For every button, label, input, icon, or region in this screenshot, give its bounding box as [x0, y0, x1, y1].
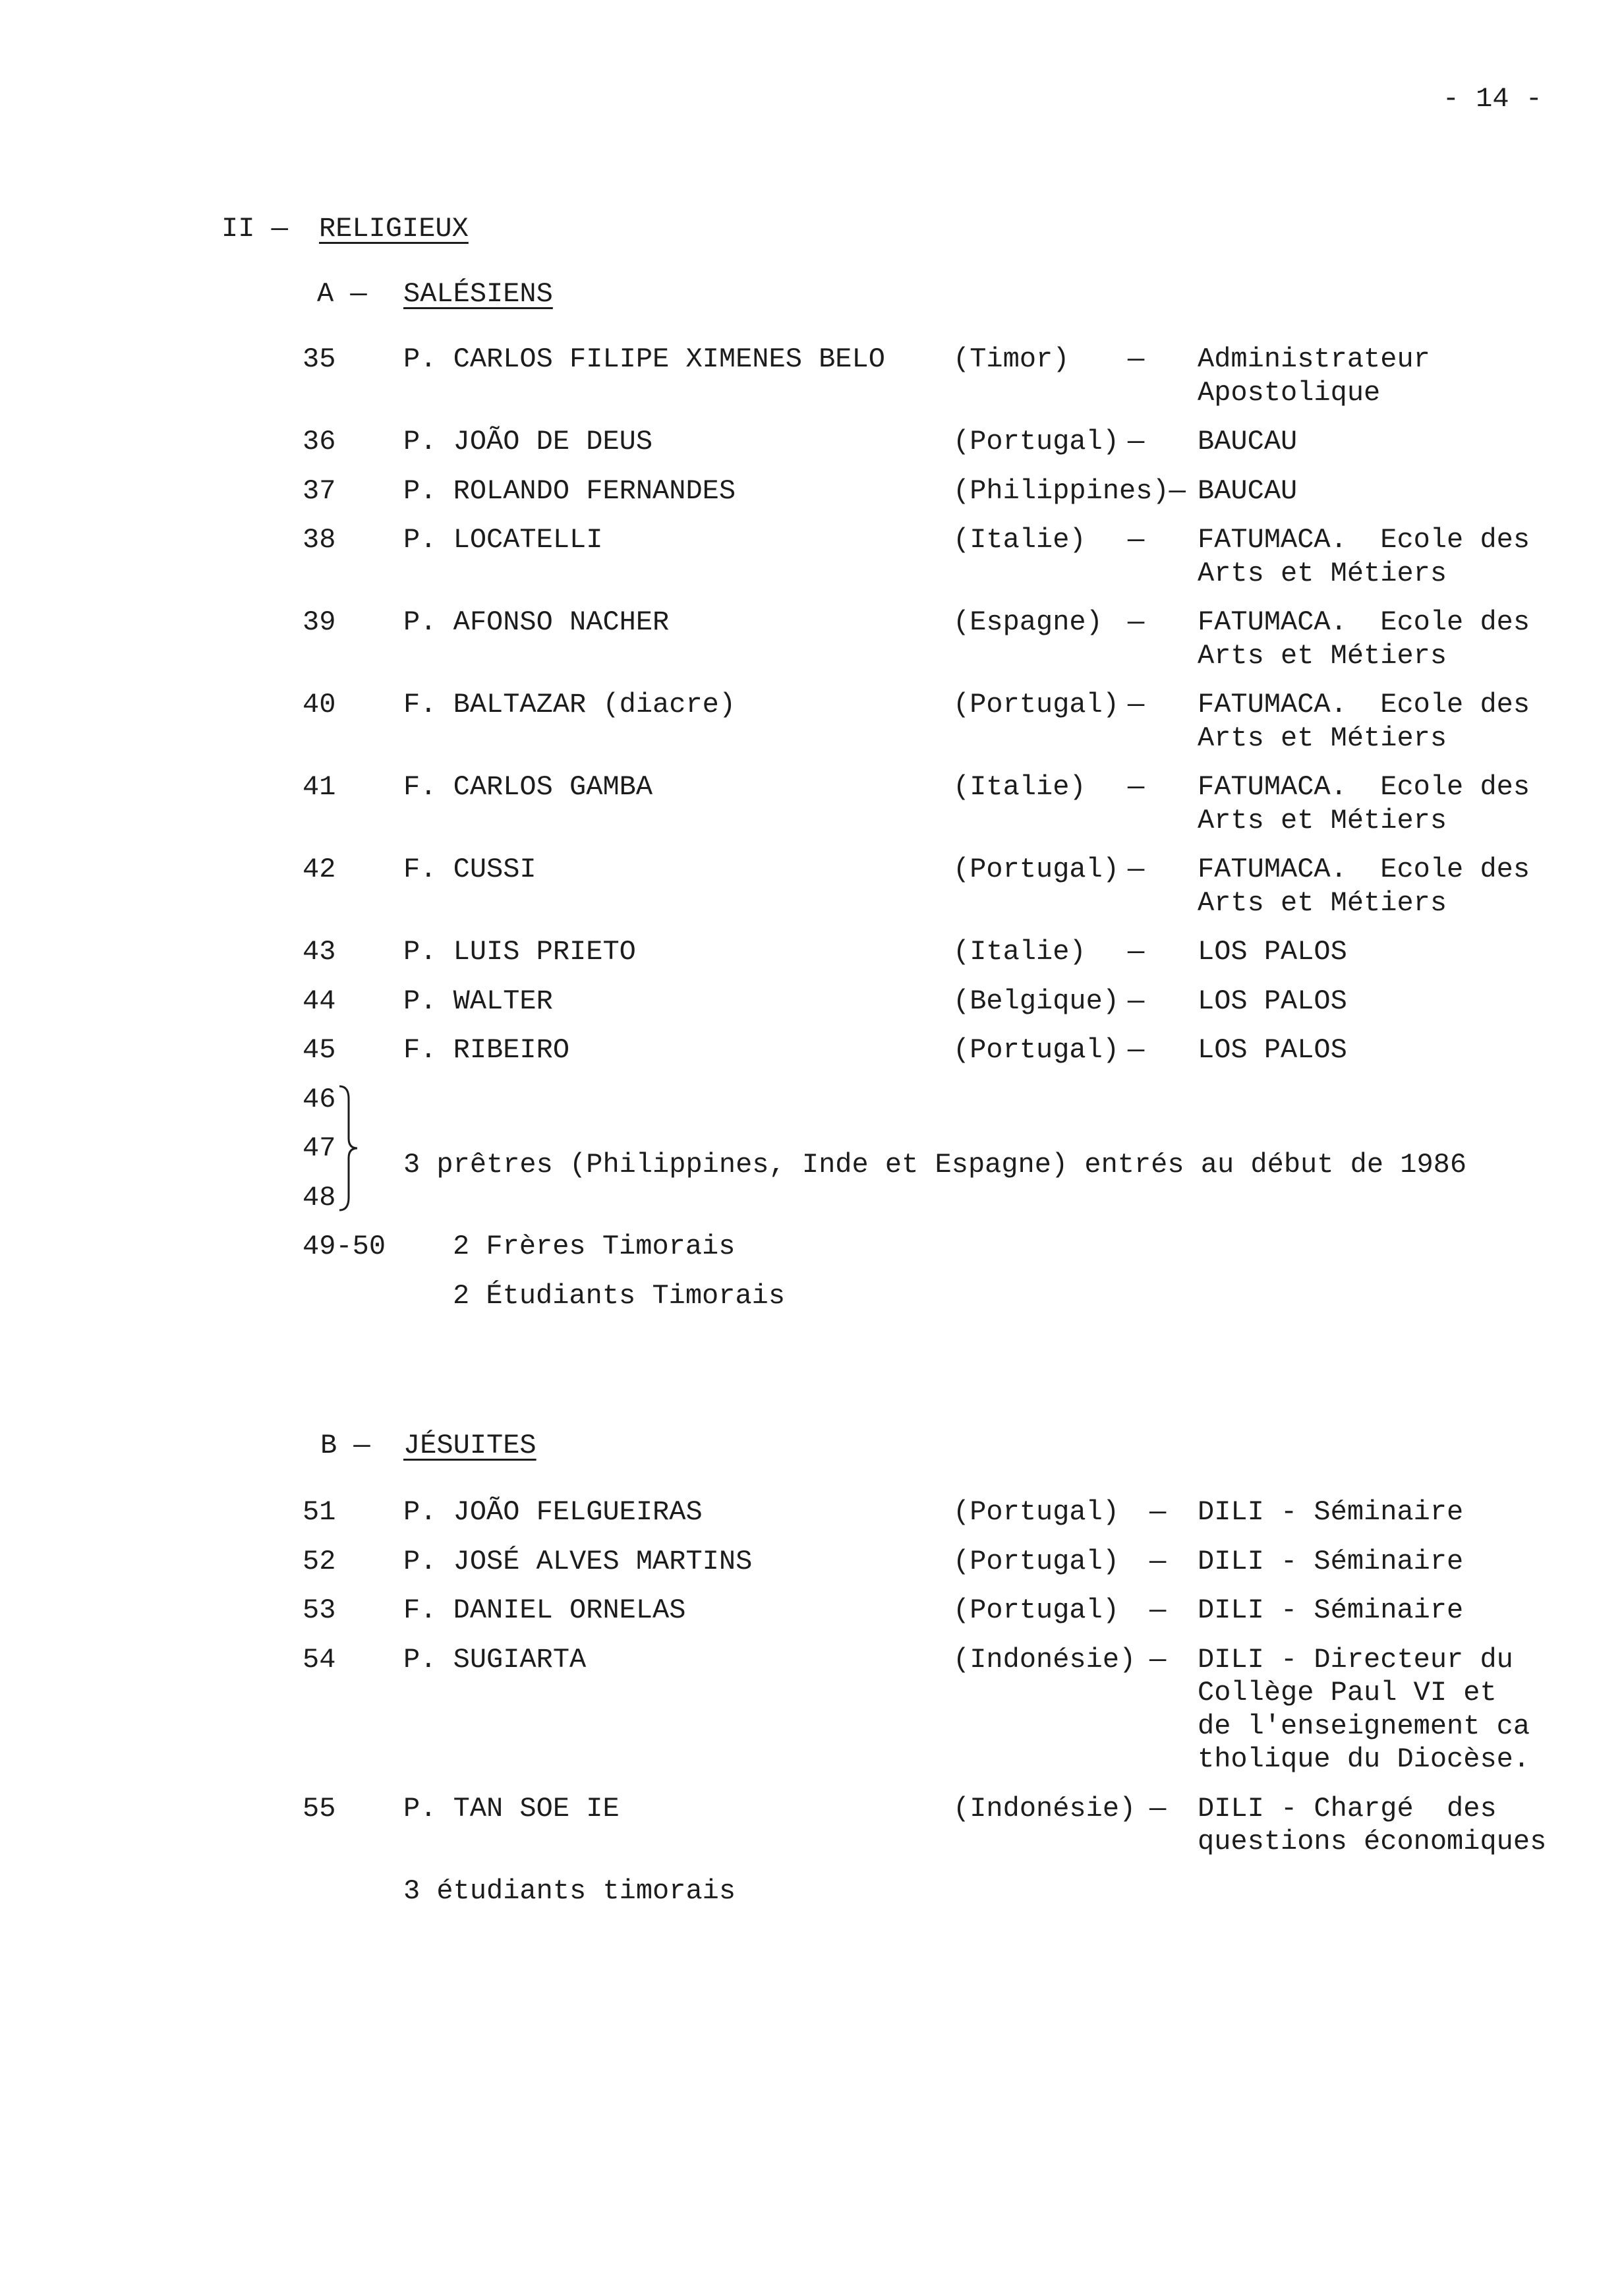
entry-country: (Italie) [953, 936, 1086, 968]
assignment-line: DILI - Séminaire [1198, 1545, 1464, 1577]
entry-country: (Espagne) [953, 606, 1103, 638]
assignment-line: LOS PALOS [1198, 936, 1347, 968]
origin-cell [953, 1643, 1198, 1776]
curly-brace-icon [337, 1084, 360, 1212]
entry-country: (Italie) [953, 771, 1086, 803]
entry-name: P. JOÃO DE DEUS [403, 426, 653, 457]
assignment-line: DILI - Séminaire [1198, 1594, 1464, 1626]
origin-cell [953, 935, 1198, 969]
table-row [303, 1496, 1624, 1529]
entry-country: (Portugal) [953, 1034, 1120, 1066]
assignment-line: FATUMACA. Ecole des [1198, 524, 1530, 556]
entry-number: 39 [303, 606, 336, 638]
entry-number: 35 [303, 343, 336, 375]
entry-assignment [1198, 853, 1624, 920]
member-list [0, 343, 1624, 1067]
assignment-line: BAUCAU [1198, 475, 1298, 507]
extra-line: 2 Étudiants Timorais [453, 1279, 786, 1312]
assignment-line: LOS PALOS [1198, 985, 1347, 1017]
table-row [303, 523, 1624, 590]
assignment-line: FATUMACA. Ecole des [1198, 606, 1530, 638]
extra-line: 2 Frères Timorais [453, 1231, 736, 1262]
entry-name: F. RIBEIRO [403, 1034, 570, 1066]
assignment-line: Arts et Métiers [1198, 639, 1447, 672]
assignment-line: DILI - Séminaire [1198, 1496, 1464, 1528]
entry-name: P. SUGIARTA [403, 1643, 587, 1676]
bracket-note: 3 prêtres (Philippines, Inde et Espagne) entrés au début de 1986 [403, 1148, 1467, 1181]
entry-name: F. CARLOS GAMBA [403, 771, 653, 803]
assignment-line: tholique du Diocèse. [1198, 1743, 1530, 1775]
table-row [303, 985, 1624, 1018]
entry-dash: — [1128, 426, 1145, 457]
table-row [303, 1034, 1624, 1067]
table-row [303, 425, 1624, 459]
entry-dash: — [1128, 524, 1145, 556]
entry-country: (Portugal) [953, 1545, 1120, 1577]
group-letter: A — [317, 278, 367, 310]
entry-name: F. CUSSI [403, 854, 536, 885]
origin-cell [953, 343, 1198, 409]
entry-assignment [1198, 771, 1624, 837]
entry-country: (Portugal) [953, 689, 1120, 720]
group-title: SALÉSIENS [403, 278, 553, 310]
entry-name: P. ROLANDO FERNANDES [403, 475, 736, 507]
entry-name: P. WALTER [403, 985, 553, 1017]
page-number: - 14 - [1442, 83, 1542, 115]
origin-cell [953, 688, 1198, 755]
entry-number: 42 [303, 854, 336, 885]
group-note: 3 étudiants timorais [403, 1875, 736, 1907]
entry-number: 40 [303, 689, 336, 720]
origin-cell [953, 985, 1198, 1018]
table-row [303, 475, 1624, 508]
entry-country: (Indonésie) [953, 1643, 1136, 1676]
origin-cell [953, 425, 1198, 459]
assignment-line: FATUMACA. Ecole des [1198, 771, 1530, 803]
table-row [303, 1545, 1624, 1579]
entry-country: (Portugal) [953, 854, 1120, 885]
table-row [303, 935, 1624, 969]
entry-dash: — [1149, 1643, 1167, 1676]
entry-assignment [1198, 688, 1624, 755]
entry-country: (Timor) [953, 343, 1070, 375]
entry-assignment [1198, 1594, 1624, 1627]
entry-name: P. CARLOS FILIPE XIMENES BELO [403, 343, 885, 375]
origin-cell [953, 1496, 1198, 1529]
assignment-line: DILI - Directeur du [1198, 1643, 1513, 1676]
origin-cell [953, 1594, 1198, 1627]
entry-dash: — [1149, 1496, 1167, 1528]
entry-country: (Portugal) [953, 1594, 1120, 1626]
entry-dash: — [1128, 854, 1145, 885]
member-list [0, 1496, 1624, 1859]
entry-name: P. JOSÉ ALVES MARTINS [403, 1545, 753, 1577]
entry-dash: — [1128, 936, 1145, 968]
assignment-line: questions économiques [1198, 1826, 1547, 1857]
entry-assignment [1198, 523, 1624, 590]
section-title: RELIGIEUX [319, 213, 469, 245]
group-heading [0, 277, 1624, 311]
assignment-line: FATUMACA. Ecole des [1198, 689, 1530, 720]
table-row [303, 1594, 1624, 1627]
assignment-line: Arts et Métiers [1198, 804, 1447, 836]
group-heading [0, 1429, 1624, 1463]
entry-number: 53 [303, 1594, 336, 1626]
table-row [303, 1792, 1624, 1859]
entry-assignment [1198, 606, 1624, 672]
group-title: JÉSUITES [403, 1430, 536, 1461]
entry-country: (Italie) [953, 524, 1086, 556]
table-row [303, 606, 1624, 672]
assignment-line: Collège Paul VI et [1198, 1677, 1497, 1708]
entry-number: 38 [303, 524, 336, 556]
assignment-line: FATUMACA. Ecole des [1198, 854, 1530, 885]
group-jesuites [0, 1429, 1624, 1908]
section-heading [0, 212, 1624, 246]
table-row [303, 688, 1624, 755]
entry-country: (Portugal) [953, 1496, 1120, 1528]
group-salesiens [0, 277, 1624, 1312]
entry-country: (Indonésie) [953, 1792, 1136, 1825]
assignment-line: DILI - Chargé des [1198, 1792, 1497, 1825]
assignment-line: Administrateur [1198, 343, 1430, 375]
entry-assignment [1198, 1496, 1624, 1529]
origin-cell [953, 523, 1198, 590]
assignment-line: BAUCAU [1198, 426, 1298, 457]
entry-name: P. LUIS PRIETO [403, 936, 636, 968]
section-numeral: II — [221, 213, 288, 245]
entry-dash: — [1128, 771, 1145, 803]
table-row [303, 1643, 1624, 1776]
origin-cell [953, 1545, 1198, 1579]
entry-dash: — [1149, 1545, 1167, 1577]
entry-dash: — [1128, 606, 1145, 638]
entry-dash: — [1149, 1594, 1167, 1626]
extra-entry [303, 1230, 1624, 1312]
entry-dash: — [1128, 343, 1145, 375]
entry-dash: — [1169, 475, 1186, 507]
entry-number: 46 [303, 1083, 336, 1115]
entry-number: 49-50 [303, 1231, 386, 1262]
table-row [303, 853, 1624, 920]
entry-number: 51 [303, 1496, 336, 1528]
entry-name: P. AFONSO NACHER [403, 606, 670, 638]
assignment-line: Apostolique [1198, 376, 1381, 409]
entry-country: (Portugal) [953, 426, 1120, 457]
origin-cell [953, 1034, 1198, 1067]
entry-number: 54 [303, 1643, 336, 1676]
entry-name: F. BALTAZAR (diacre) [403, 689, 736, 720]
entry-number: 41 [303, 771, 336, 803]
assignment-line: Arts et Métiers [1198, 722, 1447, 754]
entry-number: 43 [303, 936, 336, 968]
entry-number: 45 [303, 1034, 336, 1066]
bracket-group [303, 1083, 1624, 1215]
entry-dash: — [1128, 1034, 1145, 1066]
origin-cell [953, 853, 1198, 920]
assignment-line: Arts et Métiers [1198, 557, 1447, 589]
entry-number: 36 [303, 426, 336, 457]
origin-cell [953, 606, 1198, 672]
entry-number: 47 [303, 1132, 336, 1164]
assignment-line: LOS PALOS [1198, 1034, 1347, 1066]
entry-number: 55 [303, 1792, 336, 1825]
entry-name: P. LOCATELLI [403, 524, 603, 556]
origin-cell [953, 771, 1198, 837]
entry-assignment [1198, 985, 1624, 1018]
assignment-line: de l'enseignement ca [1198, 1710, 1530, 1742]
entry-number: 52 [303, 1545, 336, 1577]
entry-name: P. JOÃO FELGUEIRAS [403, 1496, 703, 1528]
table-row [303, 771, 1624, 837]
entry-name: F. DANIEL ORNELAS [403, 1594, 686, 1626]
entry-dash: — [1128, 985, 1145, 1017]
entry-number: 44 [303, 985, 336, 1017]
entry-assignment [1198, 1034, 1624, 1067]
entry-country: (Belgique) [953, 985, 1120, 1017]
extra-lines [453, 1230, 1624, 1312]
entry-assignment [1198, 1643, 1624, 1776]
origin-cell [953, 1792, 1198, 1859]
entry-country: (Philippines) [953, 475, 1169, 507]
entry-assignment [1198, 1792, 1624, 1859]
entry-number: 48 [303, 1181, 336, 1213]
entry-assignment [1198, 425, 1624, 459]
entry-dash: — [1149, 1792, 1167, 1825]
entry-assignment [1198, 343, 1624, 409]
entry-name: P. TAN SOE IE [403, 1792, 620, 1825]
assignment-line: Arts et Métiers [1198, 887, 1447, 919]
entry-dash: — [1128, 689, 1145, 720]
table-row [303, 343, 1624, 409]
group-letter: B — [320, 1430, 370, 1461]
entry-assignment [1198, 935, 1624, 969]
entry-assignment [1198, 475, 1624, 508]
entry-number: 37 [303, 475, 336, 507]
entry-assignment [1198, 1545, 1624, 1579]
origin-cell [953, 475, 1198, 508]
